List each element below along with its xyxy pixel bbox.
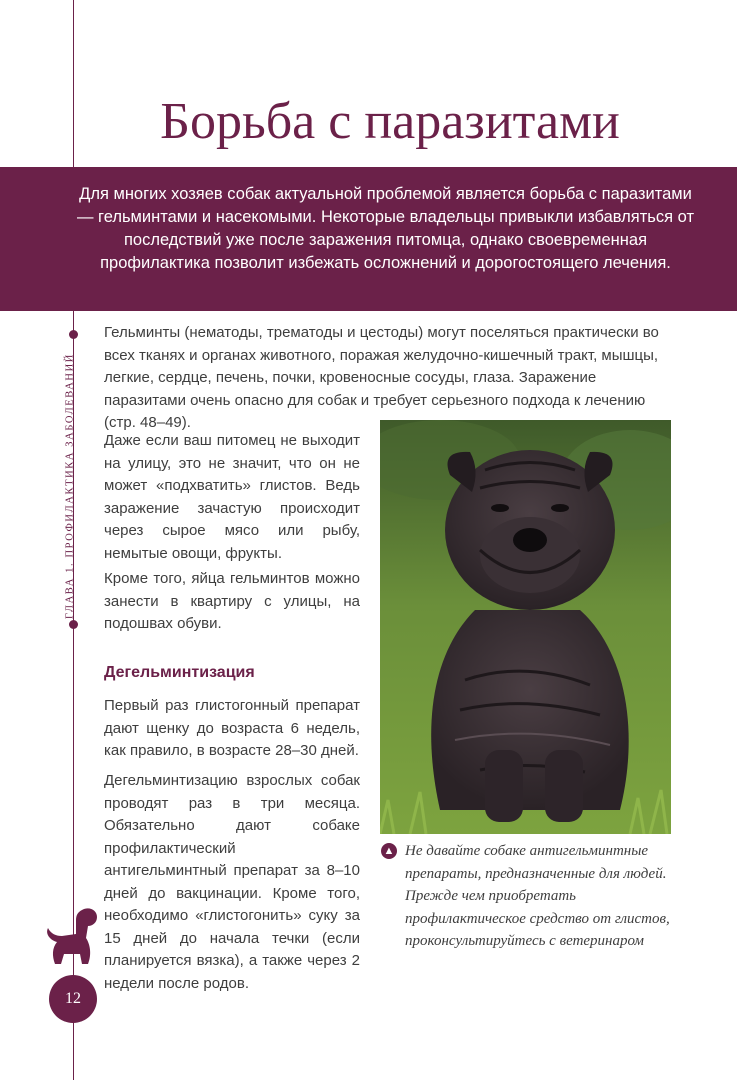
photo-caption: Не давайте собаке антигельминтные препараты, предназначенные для людей. Прежде чем приобретать профилактическое средство от глистов, проконсультируйтесь с ветеринаром bbox=[405, 843, 670, 949]
shar-pei-photo bbox=[380, 420, 671, 834]
lead-band bbox=[0, 167, 737, 311]
paragraph-4: Дегельминтизацию взрослых собак проводят раз в три месяца. Обязательно дают собаке профилактический антигельминтный препарат за 8–10 дней до вакцинации. Кроме того, необходимо «глистогонить» суку за 15 дней до начала течки (если планируется вязка), а также через 2 недели после родов. bbox=[104, 772, 360, 992]
paragraph-1: Даже если ваш питомец не выходит на улицу, это не значит, что он не может «подхватить» глистов. Ведь заражение зачастую происходит через сырое мясо или рыбу, немытые овощи, фрукты. bbox=[104, 432, 360, 562]
subheading: Дегельминтизация bbox=[104, 664, 255, 681]
lead-text: Для многих хозяев собак актуальной проблемой является борьба с паразитами — гельминтами и насекомыми. Некоторые владельцы привыкли избавляться от последствий уже после заражения питомца, однако своевременная профилактика позволит избежать осложнений и дорогостоящего лечения. bbox=[76, 185, 695, 272]
dog-paw-icon: ▲ bbox=[381, 843, 397, 859]
margin-dot-top bbox=[69, 330, 78, 339]
shar-pei-puppy-image bbox=[380, 420, 671, 834]
page-number: 12 bbox=[49, 975, 97, 1023]
margin-dot-bottom bbox=[69, 620, 78, 629]
chapter-label: ГЛАВА 1. ПРОФИЛАКТИКА ЗАБОЛЕВАНИЙ bbox=[64, 353, 76, 619]
paragraph-3: Первый раз глистогонный препарат дают щенку до возраста 6 недель, как правило, в возрасте 28–30 дней. bbox=[104, 697, 360, 759]
paragraph-2: Кроме того, яйца гельминтов можно занести в квартиру с улицы, на подошвах обуви. bbox=[104, 570, 360, 632]
dog-silhouette-icon bbox=[42, 904, 106, 970]
intro-paragraph: Гельминты (нематоды, трематоды и цестоды) могут поселяться практически во всех тканях и органах животного, поражая желудочно-кишечный тракт, мышцы, легкие, сердце, печень, почки, кровеносные сосуды, глаза. Заражение паразитами очень опасно для собак и требует серьезного подхода к лечению (стр. 48–49). bbox=[104, 324, 659, 431]
page-title: Борьба с паразитами bbox=[160, 93, 620, 150]
